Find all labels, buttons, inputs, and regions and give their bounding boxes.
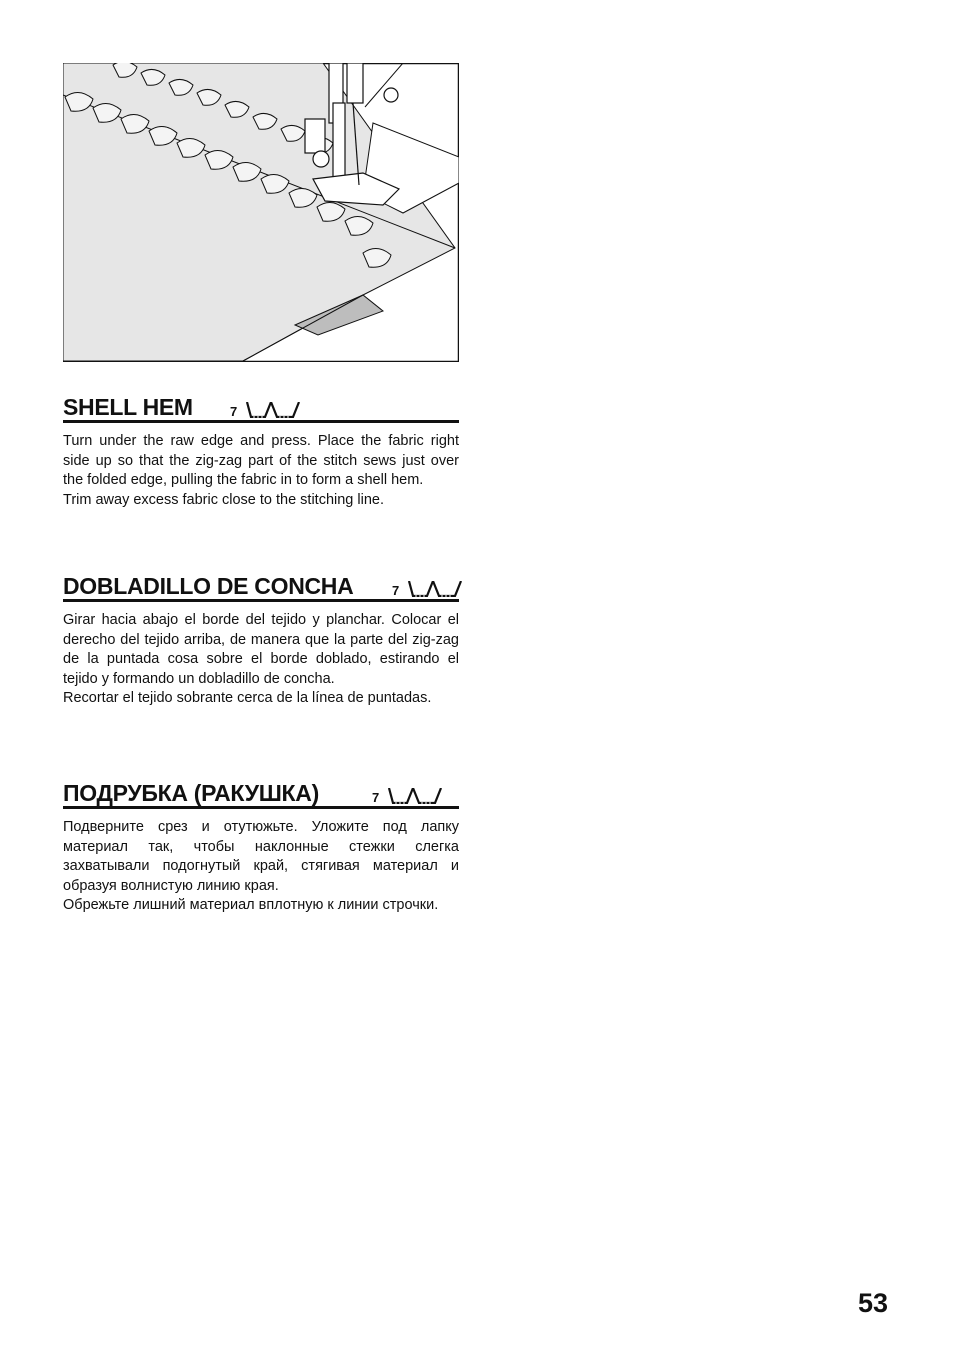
sewing-machine-shell-hem-icon: [63, 63, 459, 362]
section-body: [63, 432, 459, 510]
section-body: [63, 818, 459, 916]
section-title: ПОДРУБКА (РАКУШКА): [63, 780, 319, 806]
paragraph: Подверните срез и отутюжьте. Уложите под лапку материал так, чтобы наклонные стежки слегка захватывали подогнутый край, стягивая материал и образуя волнистую линию края.: [63, 819, 459, 894]
shell-hem-illustration: [63, 63, 459, 362]
section-shell-hem: [63, 392, 459, 510]
section-dobladillo-de-concha: [63, 571, 459, 709]
stitch-number: 7: [372, 790, 380, 805]
paragraph: Turn under the raw edge and press. Place the fabric right side up so that the zig-zag part of the stitch sews just over the folded edge, pulling the fabric in to form a shell hem.: [63, 433, 459, 488]
section-title: DOBLADILLO DE CONCHA: [63, 573, 354, 599]
section-heading: [63, 571, 459, 602]
section-podrubka-rakushka: [63, 778, 459, 916]
section-body: [63, 611, 459, 709]
paragraph: Girar hacia abajo el borde del tejido y planchar. Colocar el derecho del tejido arriba, de manera que la parte del zig-zag de la puntada cosa sobre el borde doblado, estirando el tejido y formando un dobladillo de concha.: [63, 612, 459, 687]
page-number: 53: [858, 1288, 889, 1318]
section-title: SHELL HEM: [63, 394, 193, 420]
stitch-number: 7: [392, 583, 400, 598]
paragraph: Trim away excess fabric close to the stitching line.: [63, 491, 385, 508]
paragraph: Обрежьте лишний материал вплотную к линии строчки.: [63, 897, 439, 913]
stitch-number: 7: [230, 404, 238, 419]
stitch-indicator: [230, 402, 303, 418]
shell-stitch-pattern-icon: [245, 402, 303, 418]
shell-stitch-pattern-icon: [387, 788, 445, 804]
stitch-indicator: [372, 788, 445, 804]
section-heading: [63, 392, 459, 423]
stitch-indicator: [392, 581, 465, 597]
shell-stitch-pattern-icon: [407, 581, 465, 597]
section-heading: [63, 778, 459, 809]
paragraph: Recortar el tejido sobrante cerca de la línea de puntadas.: [63, 690, 432, 706]
